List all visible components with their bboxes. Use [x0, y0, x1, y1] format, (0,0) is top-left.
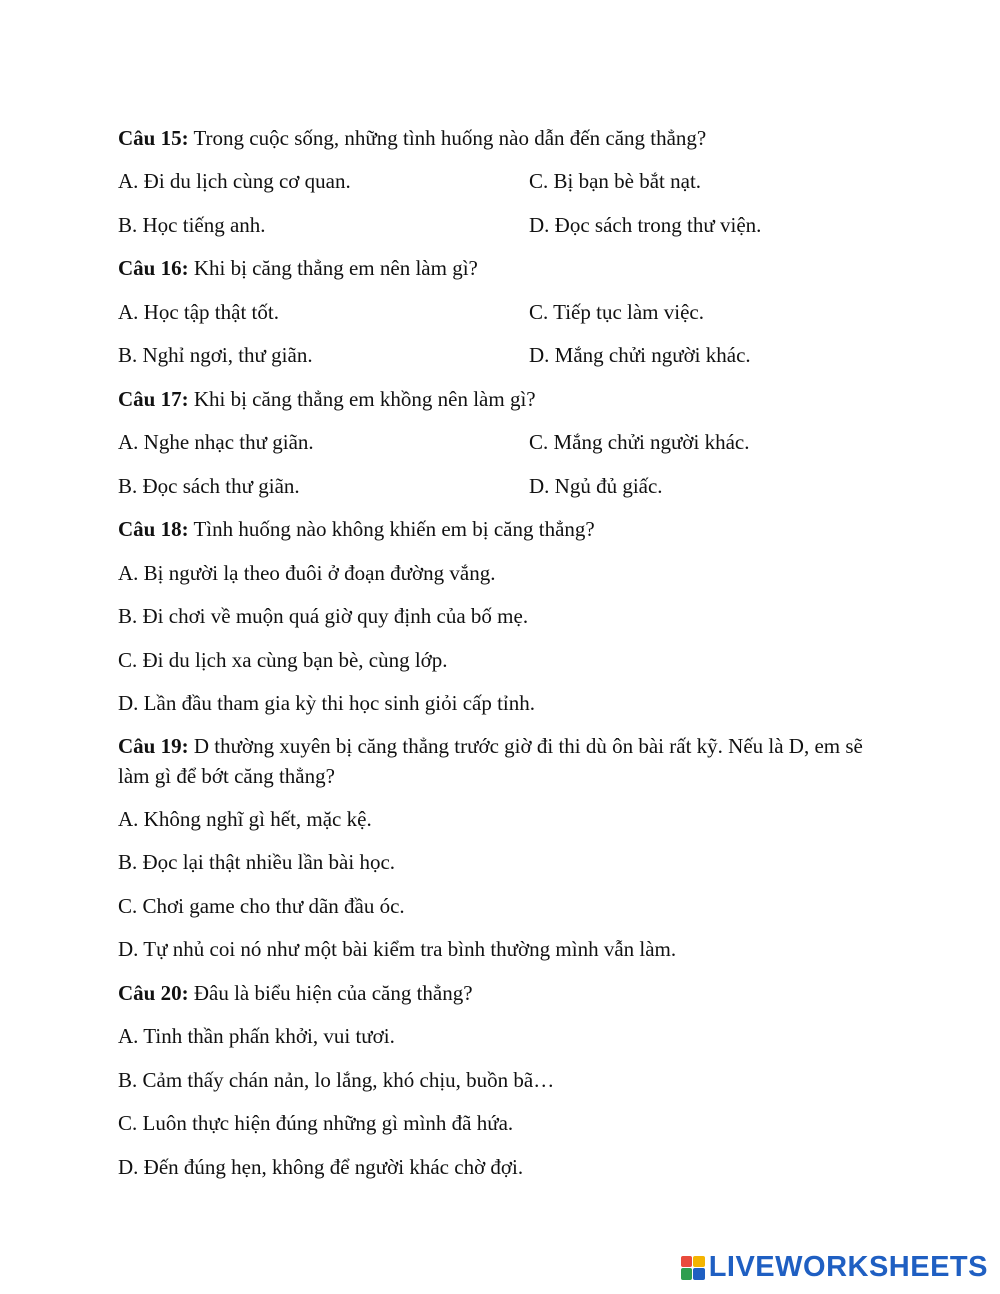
option-16-a: A. Học tập thật tốt. [118, 299, 279, 324]
logo-square-yellow [693, 1256, 705, 1268]
liveworksheets-logo-icon [681, 1256, 705, 1280]
logo-square-blue [693, 1268, 705, 1280]
option-17-b: B. Đọc sách thư giãn. [118, 473, 300, 498]
liveworksheets-logo[interactable] [681, 1251, 988, 1284]
question-15 [118, 116, 918, 160]
option-17-a: A. Nghe nhạc thư giãn. [118, 430, 314, 455]
question-text: Tình huống nào không khiến em bị căng thẳng? [188, 517, 595, 542]
option-18-a: A. Bị người lạ theo đuôi ở đoạn đường vắng. [118, 560, 496, 585]
question-text: D thường xuyên bị căng thẳng trước giờ đi thi dù ôn bài rất kỹ. Nếu là D, em sẽ làm gì để bớt căng thẳng? [118, 734, 863, 788]
options-17 [118, 421, 918, 508]
options-19 [118, 797, 918, 971]
option-17-d: D. Ngủ đủ giấc. [529, 473, 663, 498]
question-label: Câu 20: [118, 980, 189, 1005]
question-17 [118, 377, 918, 421]
option-19-d: D. Tự nhủ coi nó như một bài kiểm tra bình thường mình vẫn làm. [118, 937, 677, 962]
question-label: Câu 17: [118, 386, 189, 411]
option-19-a: A. Không nghĩ gì hết, mặc kệ. [118, 806, 372, 831]
question-18 [118, 508, 918, 552]
option-16-d: D. Mắng chửi người khác. [529, 343, 751, 368]
option-20-b: B. Cảm thấy chán nản, lo lắng, khó chịu, buồn bã… [118, 1067, 555, 1092]
option-19-c: C. Chơi game cho thư dãn đầu óc. [118, 893, 405, 918]
option-16-b: B. Nghỉ ngơi, thư giãn. [118, 343, 313, 368]
option-20-a: A. Tinh thần phấn khởi, vui tươi. [118, 1024, 395, 1049]
option-20-d: D. Đến đúng hẹn, không để người khác chờ đợi. [118, 1154, 524, 1179]
worksheet-page [118, 116, 918, 1189]
options-20 [118, 1015, 918, 1189]
logo-square-green [681, 1268, 693, 1280]
logo-text: LIVEWORKSHEETS [708, 1251, 988, 1283]
option-18-d: D. Lần đầu tham gia kỳ thi học sinh giỏi cấp tỉnh. [118, 691, 536, 716]
question-text: Khi bị căng thẳng em khồng nên làm gì? [188, 386, 536, 411]
option-15-a: A. Đi du lịch cùng cơ quan. [118, 169, 351, 194]
question-label: Câu 18: [118, 517, 189, 542]
options-16 [118, 290, 918, 377]
option-15-c: C. Bị bạn bè bắt nạt. [529, 169, 702, 194]
question-text: Đâu là biểu hiện của căng thẳng? [188, 980, 473, 1005]
question-label: Câu 15: [118, 125, 189, 150]
options-15 [118, 160, 918, 247]
logo-square-red [681, 1256, 693, 1268]
question-label: Câu 16: [118, 256, 189, 281]
question-16 [118, 247, 918, 291]
options-18 [118, 551, 918, 725]
option-20-c: C. Luôn thực hiện đúng những gì mình đã hứa. [118, 1111, 514, 1136]
option-18-b: B. Đi chơi về muộn quá giờ quy định của bố mẹ. [118, 604, 529, 629]
question-text: Trong cuộc sống, những tình huống nào dẫn đến căng thẳng? [188, 125, 707, 150]
option-15-b: B. Học tiếng anh. [118, 212, 266, 237]
question-text: Khi bị căng thẳng em nên làm gì? [188, 256, 478, 281]
question-19 [118, 725, 878, 797]
question-20 [118, 971, 918, 1015]
option-17-c: C. Mắng chửi người khác. [529, 430, 750, 455]
option-19-b: B. Đọc lại thật nhiều lần bài học. [118, 850, 396, 875]
question-label: Câu 19: [118, 734, 189, 758]
option-16-c: C. Tiếp tục làm việc. [529, 299, 704, 324]
option-15-d: D. Đọc sách trong thư viện. [529, 212, 762, 237]
option-18-c: C. Đi du lịch xa cùng bạn bè, cùng lớp. [118, 647, 448, 672]
